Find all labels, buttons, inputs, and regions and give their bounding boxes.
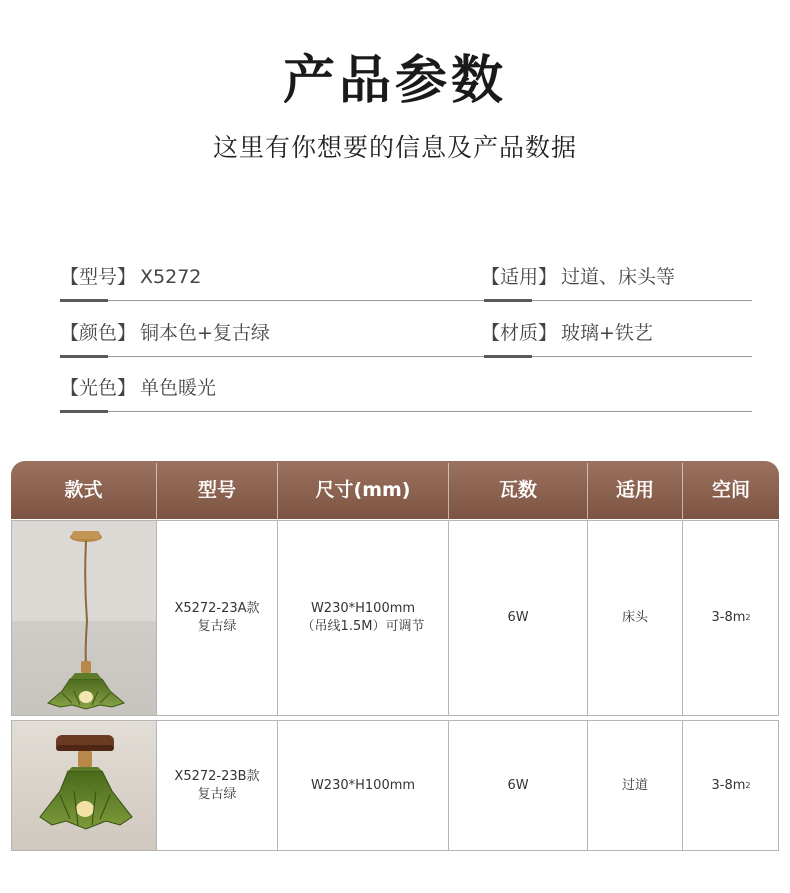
cell-size-line1: W230*H100mm (310, 601, 416, 616)
cell-model-line2: 复古绿 (197, 786, 237, 802)
cell-space (683, 721, 779, 850)
cell-space (683, 521, 779, 715)
cell-space-sup: 2 (745, 613, 751, 622)
page-subtitle: 这里有你想要的信息及产品数据 (212, 133, 577, 162)
spec-material-value: 玻璃+铁艺 (561, 322, 653, 344)
cell-model-line1: X5272-23A款 (174, 601, 260, 616)
spec-divider-accent (60, 299, 108, 302)
table-header-model: 型号 (197, 479, 236, 501)
spec-model (60, 262, 201, 292)
table-header-watt: 瓦数 (498, 479, 537, 501)
cell-watt: 6W (507, 610, 529, 625)
cell-space-value: 3-8m (711, 777, 746, 793)
table-row (11, 720, 779, 851)
cell-model (157, 521, 277, 715)
cell-size-line1: W230*H100mm (310, 777, 416, 793)
table-header (11, 461, 779, 519)
pendant-lamp-image (12, 521, 156, 715)
spec-divider (60, 411, 752, 412)
cell-model-line2: 复古绿 (197, 619, 237, 634)
spec-usage (481, 262, 675, 292)
cell-model-line1: X5272-23B款 (174, 768, 260, 784)
cell-model (157, 721, 277, 850)
spec-divider (60, 300, 752, 301)
cell-watt: 6W (507, 777, 529, 793)
spec-color-label: 【颜色】 (60, 322, 137, 344)
table-header-size: 尺寸(mm) (315, 479, 411, 501)
spec-divider-accent (60, 410, 108, 413)
spec-usage-value: 过道、床头等 (561, 266, 676, 288)
cell-size (278, 721, 448, 850)
table-header-usage: 适用 (615, 479, 654, 501)
spec-color-value: 铜本色+复古绿 (140, 322, 270, 344)
cell-usage: 床头 (621, 610, 648, 625)
spec-divider (60, 356, 752, 357)
cell-size-line2: （吊线1.5M）可调节 (301, 619, 425, 634)
cell-space-sup: 2 (745, 780, 751, 790)
spec-light-value: 单色暖光 (140, 377, 217, 399)
spec-divider-accent (484, 299, 532, 302)
spec-model-label: 【型号】 (60, 266, 137, 288)
table-header-space: 空间 (711, 479, 750, 501)
page-title: 产品参数 (282, 51, 507, 111)
spec-light-label: 【光色】 (60, 377, 137, 399)
cell-space-value: 3-8m (711, 610, 746, 625)
table-header-style: 款式 (64, 479, 103, 501)
table-row (11, 520, 779, 716)
spec-material-label: 【材质】 (481, 322, 558, 344)
spec-divider-accent (484, 355, 532, 358)
spec-model-value: X5272 (140, 266, 202, 288)
spec-light (60, 373, 216, 403)
spec-material (481, 318, 653, 348)
spec-color (60, 318, 270, 348)
spec-usage-label: 【适用】 (481, 266, 558, 288)
cell-usage: 过道 (621, 777, 648, 793)
cell-size (278, 521, 448, 715)
ceiling-lamp-image (12, 721, 156, 850)
spec-divider-accent (60, 355, 108, 358)
